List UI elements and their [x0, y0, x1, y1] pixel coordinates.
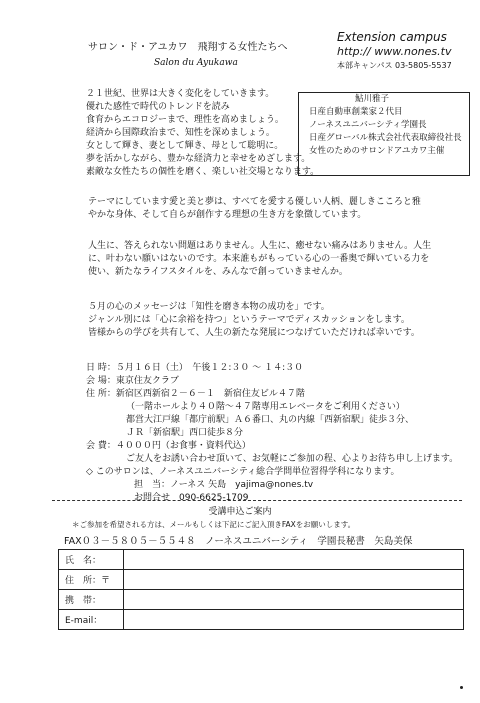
- cut-line-divider: [52, 500, 462, 501]
- form-row: [59, 610, 464, 630]
- paragraph-line: 人生に、答えられない問題はありません。人生に、癒せない痛みはありません。人生: [88, 241, 432, 251]
- field-label-email: E-mail：: [59, 610, 124, 630]
- campus-name: Extension campus: [337, 30, 447, 44]
- salon-note: ◇ このサロンは、ノーネスユニバーシティ総合学問単位習得学科になります。: [86, 467, 400, 477]
- salon-title: サロン・ド・アユカワ 飛翔する女性たちへ: [88, 42, 288, 53]
- event-address-note: （一階ホールより４０階～４７階専用エレベータをご利用ください）: [126, 402, 405, 412]
- address-field[interactable]: [124, 570, 464, 590]
- intro-line: 優れた感性で時代のトレンドを読み: [86, 102, 230, 112]
- profile-name: 鮎川雅子: [355, 94, 390, 104]
- event-access: ＪＲ「新宿駅」西口徒歩８分: [126, 428, 244, 438]
- contact-person: 担 当：ノーネス 矢島 yajima@nones.tv: [134, 480, 314, 490]
- may-message-paragraph: [88, 301, 420, 340]
- form-row: [59, 570, 464, 590]
- event-details: [86, 362, 458, 505]
- event-address: 住 所：新宿区西新宿２－６－１ 新宿住友ビル４７階: [86, 389, 305, 399]
- mobile-field[interactable]: [124, 590, 464, 610]
- paragraph-line: 使い、新たなライフスタイルを、みんなで創っていきませんか。: [88, 267, 348, 277]
- intro-line: 素敵な女性たちの個性を磨く、楽しい社交場となります。: [86, 167, 320, 177]
- profile-line: 女性のためのサロンドアユカワ主催: [309, 146, 445, 156]
- salon-subtitle: Salon du Ayukawa: [154, 58, 238, 68]
- form-row: [59, 550, 464, 570]
- profile-box: [298, 92, 470, 176]
- campus-url[interactable]: http:// www.nones.tv: [337, 45, 452, 58]
- intro-line: 食育からエコロジーまで、理性を高めましょう。: [86, 115, 284, 125]
- intro-line: 夢を活かしながら、豊かな経済力と幸せをめざします。: [86, 154, 311, 164]
- contact-phone: お問合せ 090-6625-1709: [134, 493, 249, 503]
- intro-line: 女として輝き、妻として輝き、母として聡明に。: [86, 141, 284, 151]
- event-venue: 会 場：東京住友クラブ: [86, 376, 179, 386]
- field-label-address: 住 所：〒: [59, 570, 124, 590]
- intro-line: 経済から国際政治まで、知性を深めましょう。: [86, 128, 275, 138]
- field-label-mobile: 携 帯：: [59, 590, 124, 610]
- intro-line: ２１世紀、世界は大きく変化をしていきます。: [86, 89, 275, 99]
- paragraph-line: ５月の心のメッセージは「知性を磨き本物の成功を」です。: [88, 302, 330, 312]
- fax-line: FAX０３－５８０５－５５４８ ノーネスユニバーシティ 学園長秘書 矢島美保: [64, 536, 413, 547]
- event-fee: 会 費：４０００円（お食事・資料代込）: [86, 441, 251, 451]
- scan-speck: [460, 686, 463, 689]
- theme-paragraph: [88, 196, 421, 222]
- paragraph-line: 皆様からの学びを共有して、人生の新たな発展につなげていただければ幸いです。: [88, 328, 420, 338]
- email-field[interactable]: [124, 610, 464, 630]
- life-paragraph: [88, 240, 431, 279]
- profile-line: 日産グローバル株式会社代表取締役社長: [309, 133, 462, 143]
- paragraph-line: ジャンル別には「心に余裕を持つ」というテーマでディスカッションをします。: [88, 315, 410, 325]
- form-heading: 受講申込ご案内: [208, 507, 272, 517]
- profile-line: 日産自動車創業家２代目: [309, 107, 403, 117]
- paragraph-line: やかな身体、そして自らが創作する理想の生き方を象徴しています。: [88, 210, 367, 220]
- event-date: 日 時：５月１６日（土） 午後１２:３０ ～ １４:３０: [86, 363, 304, 373]
- application-form-table: [58, 549, 464, 630]
- name-field[interactable]: [124, 550, 464, 570]
- event-access: 都営大江戸線「都庁前駅」Ａ６番口、丸の内線「西新宿駅」徒歩３分、: [126, 415, 415, 425]
- form-row: [59, 590, 464, 610]
- field-label-name: 氏 名：: [59, 550, 124, 570]
- campus-address: 本部キャンパス 03-5805-5537: [337, 61, 452, 70]
- profile-line: ノーネスユニバーシティ学園長: [309, 120, 427, 130]
- event-invite: ご友人をお誘い合わせ頂いて、お気軽にご参加の程、心よりお待ち申し上げます。: [126, 454, 459, 464]
- paragraph-line: に、叶わない願いはないのです。本来誰もがもっている心の一番奥で輝いている力を: [88, 254, 430, 264]
- intro-block: [86, 88, 319, 179]
- form-note: ＊ご参加を希望される方は、メールもしくは下記にご記入頂きFAXをお願いします。: [72, 520, 356, 529]
- paragraph-line: テーマにしています愛と美と夢は、すべてを愛する優しい人柄、麗しきこころと雅: [88, 197, 421, 207]
